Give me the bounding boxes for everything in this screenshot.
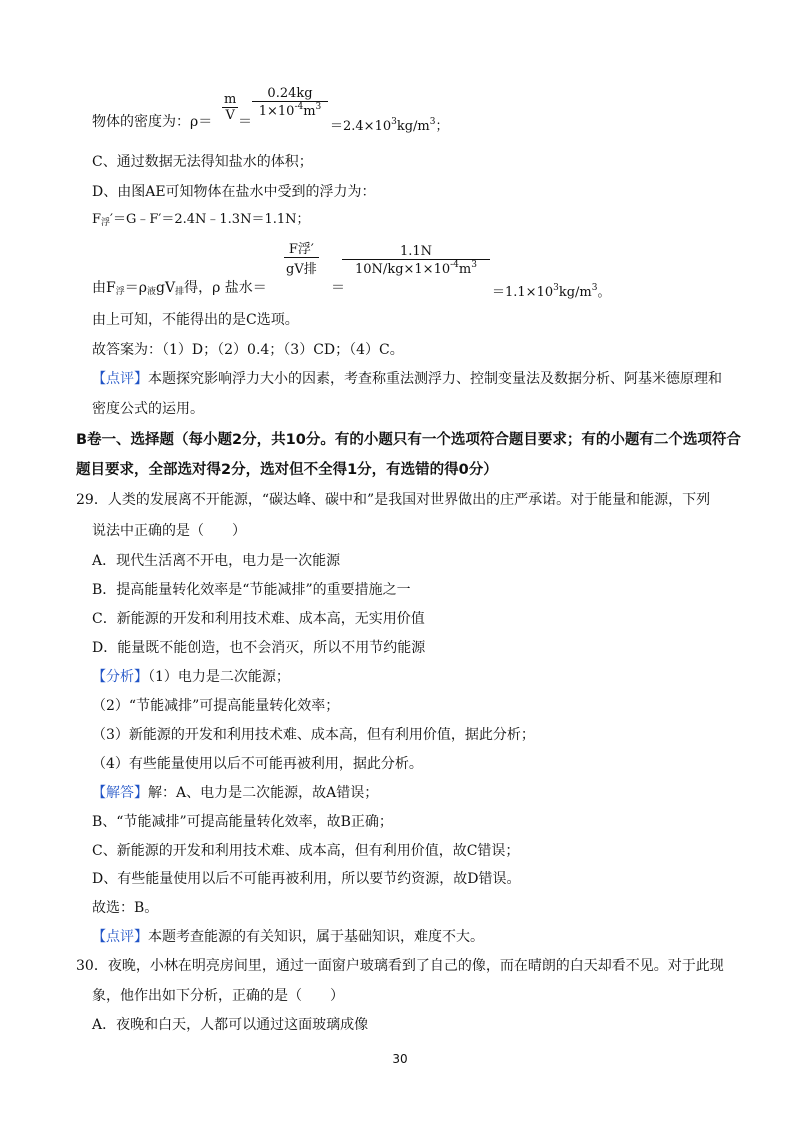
salt-density-line: 由$F_浮=\rho_液gV_排$得，ρ 盐水＝ [92,280,267,297]
q29-analysis-3: （3）新能源的开发和利用技术难、成本高，但有利用价值，据此分析； [92,727,535,743]
q29-option-b: B．提高能量转化效率是“节能减排”的重要措施之一 [92,582,411,598]
line-c1: C、通过数据无法得知盐水的体积； [92,154,313,170]
page-number: 30 [392,1052,408,1066]
salt-fraction-small [284,238,319,277]
fraction-denominator: $10N/kg\times 1\times 10^{-4}m^3$ [355,260,477,277]
buoyancy-line: $F_浮'=G﹣F'=2.4N﹣1.3N=1.1N$； [92,212,310,228]
density-formula-line [92,112,212,132]
q29-stem: 29．人类的发展离不开能源，“碳达峰、碳中和”是我国对世界做出的庄严承诺。对于能量和能源，下列 [76,492,711,508]
fraction-numerator: F浮′ [288,242,314,257]
salt-result: $=1.1\times 10^3kg/m^3$。 [492,283,611,300]
equals-sign: ＝ [238,114,252,130]
density-fraction-big [252,86,328,119]
solution-tag: 【解答】 [92,785,148,801]
q29-option-c: C．新能源的开发和利用技术难、成本高，无实用价值 [92,611,425,627]
comment-tag: 【点评】 [92,929,148,945]
q29-solution-5: 故选：B。 [92,900,159,916]
q29-analysis-4: （4）有些能量使用以后不可能再被利用，据此分析。 [92,756,423,772]
q30-stem-cont: 象，他作出如下分析，正确的是（ ） [92,988,344,1004]
q30-option-a: A．夜晚和白天，人都可以通过这面玻璃成像 [92,1017,369,1033]
comment-tag: 【点评】 [92,371,148,387]
analysis-tag: 【分析】 [92,669,148,685]
comment-1-cont: 密度公式的运用。 [92,401,204,417]
q29-option-d: D．能量既不能创造，也不会消灭，所以不用节约能源 [92,640,426,656]
fraction-denominator: V [225,108,235,123]
salt-eq [331,278,345,298]
equals-sign: ＝ [331,280,345,296]
fraction-numerator: 1.1N [399,244,433,259]
q29-option-a: A．现代生活离不开电，电力是一次能源 [92,553,341,569]
q29-stem-cont: 说法中正确的是（ ） [92,523,246,539]
comment-1: 【点评】本题探究影响浮力大小的因素，考查称重法测浮力、控制变量法及数据分析、阿基米德原理和 [92,371,722,387]
fraction-numerator: m [224,92,237,107]
q29-comment: 【点评】本题考查能源的有关知识，属于基础知识，难度不大。 [92,929,484,945]
q29-solution-4: D、有些能量使用以后不可能再被利用，所以要节约资源，故D错误。 [92,871,521,887]
q29-solution-2: B、“节能减排”可提高能量转化效率，故B正确； [92,814,393,830]
line-d1: D、由图AE可知物体在盐水中受到的浮力为： [92,184,376,200]
q29-solution-1: 【解答】解：A、电力是二次能源，故A错误； [92,785,379,801]
line-answer: 故答案为：（1）D；（2）0.4；（3）CD；（4）C。 [92,342,404,358]
fraction-numerator: 0.24kg [267,86,313,101]
q29-analysis-1: 【分析】（1）电力是二次能源； [92,669,290,685]
q29-solution-3: C、新能源的开发和利用技术难、成本高，但有利用价值，故C错误； [92,843,520,859]
section-b-heading: B卷一、选择题（每小题2分，共10分。有的小题只有一个选项符合题目要求；有的小题有二个选项符合 [76,432,741,448]
fraction-denominator: $1\times 10^{-4}m^3$ [258,102,322,119]
q29-analysis-2: （2）“节能减排”可提高能量转化效率； [92,698,340,714]
fraction-denominator: gV排 [286,262,317,277]
section-b-heading-cont: 题目要求，全部选对得2分，选对但不全得1分，有选错的得0分） [76,462,498,478]
q30-stem: 30．夜晚，小林在明亮房间里，通过一面窗户玻璃看到了自己的像，而在晴朗的白天却看不见。对于此现 [76,958,724,974]
density-fraction-small [222,92,238,123]
salt-fraction-big [342,244,490,277]
density-result: $=2.4\times 10^3kg/m^3$； [330,117,449,134]
density-eq [238,112,252,132]
density-prefix: 物体的密度为：ρ＝ [92,114,213,130]
line-conclusion: 由上可知，不能得出的是C选项。 [92,312,299,328]
